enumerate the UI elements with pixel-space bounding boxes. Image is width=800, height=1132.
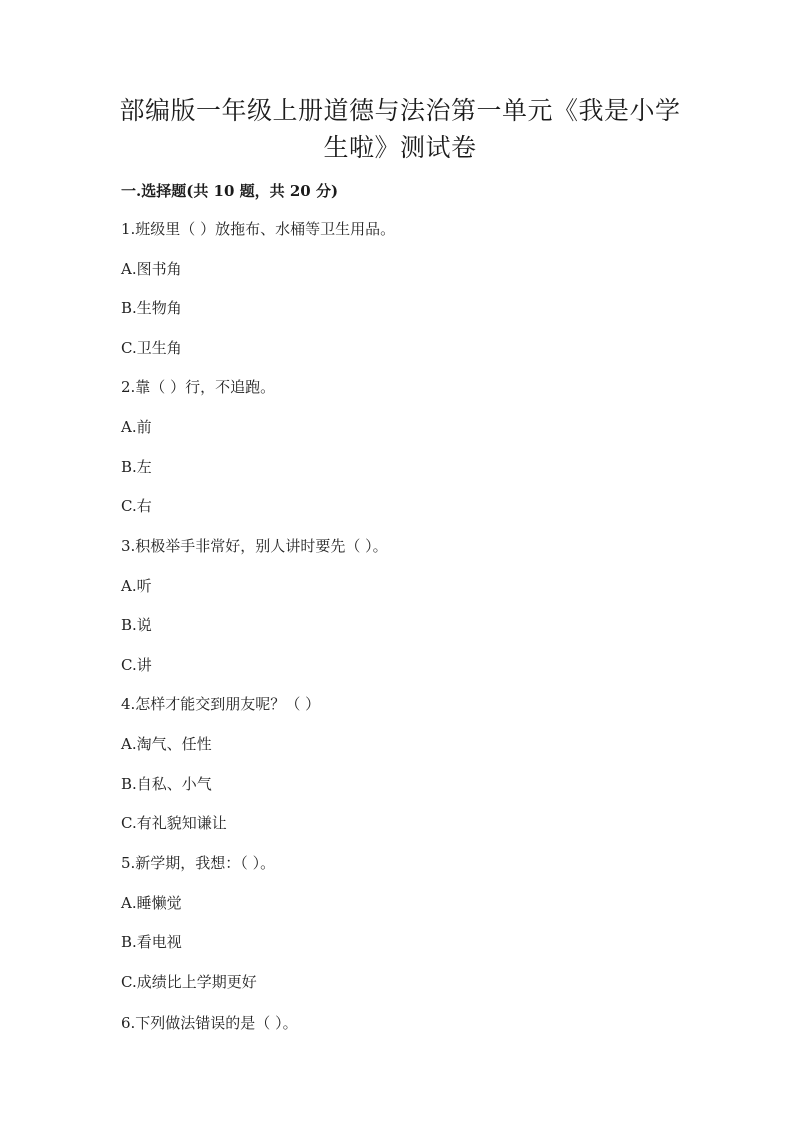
question-1-option-c: C.卫生角 [121, 339, 182, 357]
page-title [100, 92, 700, 166]
question-2-option-a: A.前 [121, 418, 152, 436]
question-4-option-c: C.有礼貌知谦让 [121, 814, 227, 832]
question-1-option-b: B.生物角 [121, 299, 182, 317]
question-5-stem: 5.新学期，我想：（ ）。 [121, 854, 276, 872]
question-3-option-c: C.讲 [121, 656, 152, 674]
question-2-option-b: B.左 [121, 458, 152, 476]
question-6-stem: 6.下列做法错误的是（ ）。 [121, 1014, 298, 1032]
question-5-option-b: B.看电视 [121, 933, 182, 951]
question-2-option-c: C.右 [121, 497, 152, 515]
question-3-stem: 3.积极举手非常好，别人讲时要先（ ）。 [121, 537, 388, 555]
section-heading: 一.选择题(共 10 题，共 20 分) [121, 182, 339, 200]
title-line-2: 生啦》测试卷 [323, 133, 477, 162]
question-4-option-a: A.淘气、任性 [121, 735, 212, 753]
title-line-1: 部编版一年级上册道德与法治第一单元《我是小学 [119, 96, 681, 125]
question-2-stem: 2.靠（ ）行，不追跑。 [121, 378, 276, 396]
question-3-option-b: B.说 [121, 616, 152, 634]
question-4-stem: 4.怎样才能交到朋友呢？（ ） [121, 695, 321, 713]
question-1-stem: 1.班级里（ ）放拖布、水桶等卫生用品。 [121, 220, 396, 238]
question-5-option-c: C.成绩比上学期更好 [121, 973, 257, 991]
question-3-option-a: A.听 [121, 577, 152, 595]
question-5-option-a: A.睡懒觉 [121, 894, 182, 912]
question-1-option-a: A.图书角 [121, 260, 182, 278]
question-4-option-b: B.自私、小气 [121, 775, 212, 793]
